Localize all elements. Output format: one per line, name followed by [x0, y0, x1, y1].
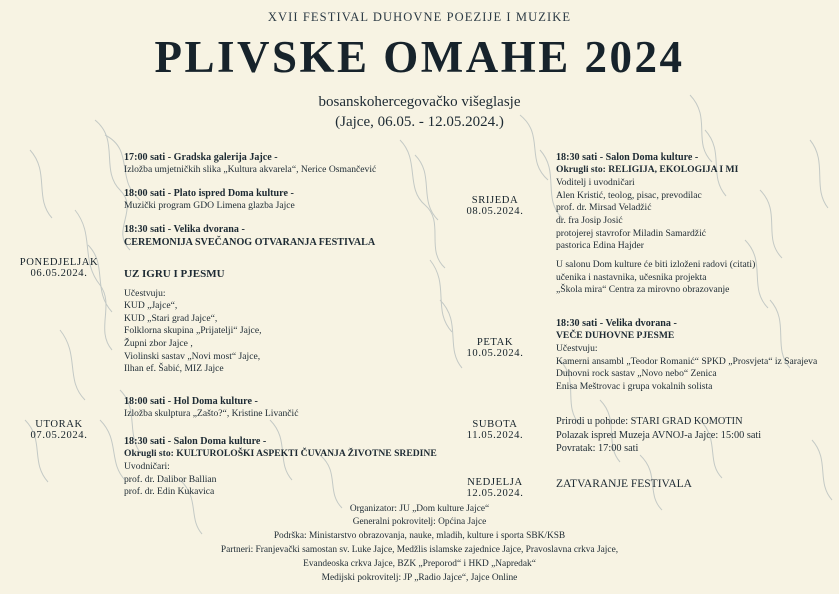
festival-kicker: XVII FESTIVAL DUHOVNE POEZIJE I MUZIKE: [267, 10, 572, 24]
entry-monday-3: 18:30 sati - Velika dvorana - CEREMONIJA SVEČANOG OTVARANJA FESTIVALA: [124, 224, 376, 249]
footer-line-partners-1: Partneri: Franjevački samostan sv. Luke Jajce, Medžlis islamske zajednice Jajce, Pravoslavna crkva Jajce,: [220, 545, 619, 556]
programme-body: [0, 147, 839, 517]
day-label-wednesday: SRIJEDA 08.05.2024.: [466, 195, 524, 217]
entry-tuesday-2: 18:30 sati - Salon Doma kulture - Okrugli sto: KULTUROLOŠKI ASPEKTI ČUVANJA ŽIVOTNE SREDINE Uvodničari: prof. dr. Dalibor Ballian prof. dr. Edin Kukavica: [124, 436, 437, 498]
day-label-saturday: SUBOTA 11.05.2024.: [466, 419, 524, 441]
footer-line-organizer: Organizator: JU „Dom kulture Jajce“: [349, 503, 490, 514]
footer-line-media: Medijski pokrovitelj: JP „Radio Jajce“, Jajce Online: [321, 573, 518, 584]
day-label-monday: PONEDJELJAK 06.05.2024.: [19, 257, 99, 279]
day-label-tuesday: UTORAK 07.05.2024.: [30, 419, 88, 441]
entry-sunday-1: ZATVARANJE FESTIVALA: [556, 478, 692, 490]
festival-subtitle: bosanskohercegovačko višeglasje: [318, 94, 521, 110]
festival-dates: (Jajce, 06.05. - 12.05.2024.): [335, 114, 504, 130]
footer-line-support: Podrška: Ministarstvo obrazovanja, nauke, mladih, kulture i sporta SBK/KSB: [273, 531, 566, 542]
entry-wednesday-2: U salonu Dom kulture će biti izloženi radovi (citati) učenika i nastavnika, učesnika projekta „Škola mira“ Centra za mirovno obrazovanje: [556, 259, 756, 296]
entry-monday-1: 17:00 sati - Gradska galerija Jajce - Izložba umjetničkih slika „Kultura akvarela“, Nerice Osmančević: [124, 152, 377, 176]
footer-line-sponsor: Generalni pokrovitelj: Općina Jajce: [352, 517, 487, 528]
entry-monday-2: 18:00 sati - Plato ispred Doma kulture - Muzički program GDO Limena glazba Jajce: [124, 188, 295, 212]
day-label-friday: PETAK 10.05.2024.: [466, 337, 524, 359]
page-title: PLIVSKE OMAHE 2024: [154, 32, 685, 82]
entry-wednesday-1: 18:30 sati - Salon Doma kulture - Okrugli sto: RELIGIJA, EKOLOGIJA I MI Voditelj i uvodničari Alen Kristić, teolog, pisac, prevodilac prof. dr. Mirsad Veladžić dr. fra Josip Josić protojerej stavrofor Miladin Samardžić pastorica Edina Hajder: [556, 152, 739, 252]
entry-tuesday-1: 18:00 sati - Hol Doma kulture - Izložba skulptura „Zašto?“, Kristine Livančić: [124, 396, 299, 420]
footer-line-partners-2: Evandeoska crkva Jajce, BZK „Preporod“ i HKD „Napredak“: [303, 559, 536, 570]
poster-header: [0, 0, 839, 131]
entry-monday-4: UZ IGRU I PJESMU Učestvuju: KUD „Jajce“, KUD „Stari grad Jajce“, Folklorna skupina „Prijatelji“ Jajce, Župni zbor Jajce , Violinski sastav „Novi most“ Jajce, Ilhan ef. Šabić, MIZ Jajce: [124, 268, 262, 375]
entry-saturday-1: Prirodi u pohode: STARI GRAD KOMOTIN Polazak ispred Muzeja AVNOJ-a Jajce: 15:00 sati Povratak: 17:00 sati: [556, 416, 762, 455]
day-label-sunday: NEDJELJA 12.05.2024.: [466, 477, 524, 499]
poster-footer: [0, 503, 839, 586]
entry-friday-1: 18:30 sati - Velika dvorana - VEČE DUHOVNE PJESME Učestvuju: Kamerni ansambl „Teodor Romanić“ SPKD „Prosvjeta“ iz Sarajeva Duhovni rock sastav „Novo nebo“ Zenica Enisa Meštrovac i grupa vokalnih solista: [556, 318, 818, 392]
